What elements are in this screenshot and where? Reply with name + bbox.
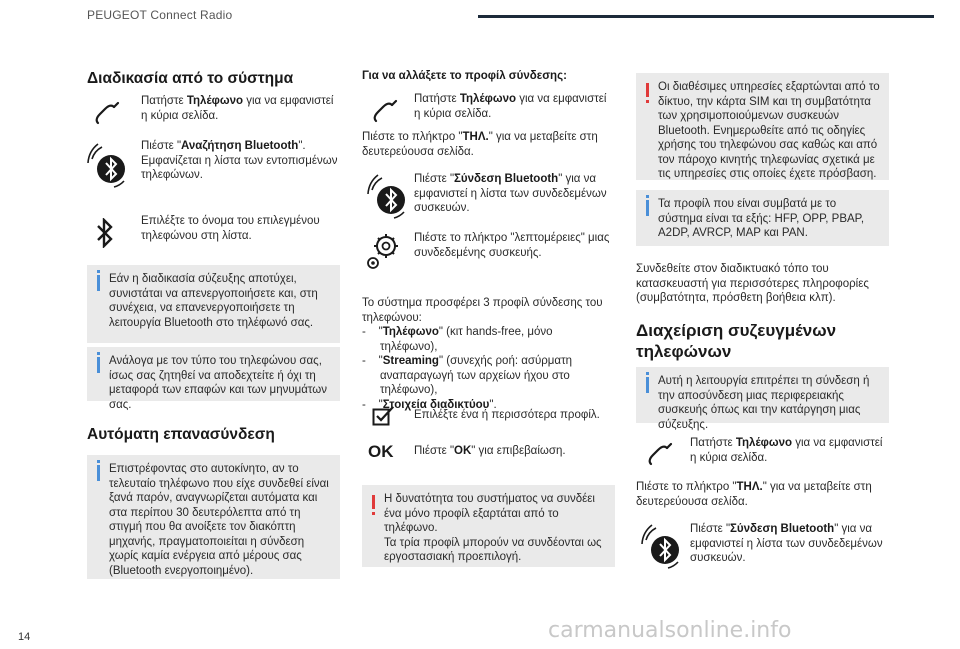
col3-press-tel: Πιέστε το πλήκτρο "ΤΗΛ." για να μεταβείτε στη δευτερεύουσα σελίδα. [636, 481, 872, 508]
warning-icon [646, 83, 649, 97]
col1-step2: Πιέστε "Αναζήτηση Bluetooth". Εμφανίζεται η λίστα των εντοπισμένων τηλεφώνων. [141, 140, 338, 181]
info-text: Αυτή η λειτουργία επιτρέπει τη σύνδεση ή την αποσύνδεση μιας περιφερειακής συσκευής όπως και την κατάργηση μιας σύζευξης. [658, 375, 870, 431]
warning-text: Η δυνατότητα του συστήματος να συνδέει ένα μόνο προφίλ εξαρτάται από το τηλέφωνο. [384, 493, 595, 534]
info-box-pairing-fail [87, 265, 340, 343]
info-text: Επιστρέφοντας στο αυτοκίνητο, αν το τελευταίο τηλέφωνο που είχε συνδεθεί είναι ξανά παρόν, αναγνωρίζεται αυτόματα και στα περίπου 30 δευτερόλεπτα από τη στιγμή που θα ανοίξετε τον διακόπτη μηχανής, πραγματοποιείται η σύνδεση χωρίς καμία ενέργεια από μέρους σας (Bluetooth ενεργοποιημένο). [109, 463, 329, 577]
info-icon [97, 275, 100, 291]
ok-text-icon: OK [368, 442, 394, 461]
info-icon [646, 200, 649, 216]
info-icon [646, 377, 649, 393]
watermark: carmanualsonline.info [548, 618, 792, 643]
profiles-list [362, 325, 612, 412]
checkbox-icon [372, 405, 396, 427]
info-icon [97, 465, 100, 481]
info-text: Ανάλογα με τον τύπο του τηλεφώνου σας, ίσως σας ζητηθεί να αποδεχτείτε ή όχι τη μεταφορά των επαφών και των μηνυμάτων σας. [109, 355, 328, 411]
list-item: - "Στοιχεία διαδικτύου". [362, 398, 497, 411]
col3-step1: Πατήστε Τηλέφωνο για να εμφανιστεί η κύρια σελίδα. [690, 437, 883, 464]
manage-title: Διαχείριση συζευγμένων τηλεφώνων [636, 321, 837, 361]
col2-press-tel: Πιέστε το πλήκτρο "ΤΗΛ." για να μεταβείτε στη δευτερεύουσα σελίδα. [362, 131, 598, 158]
list-item: - "Streaming" (συνεχής ροή: ασύρματη αναπαραγωγή των αρχείων ήχου στο τηλέφωνο), [362, 355, 573, 396]
phone-handset-icon [645, 438, 675, 468]
website-note: Συνδεθείτε στον διαδικτυακό τόπο του κατασκευαστή για περισσότερες πληροφορίες (συμβατότητα, πρόσθετη βοήθεια κλπ). [636, 263, 869, 304]
profiles-intro: Το σύστημα προσφέρει 3 προφίλ σύνδεσης του τηλεφώνου: [362, 297, 603, 324]
info-box-profiles [636, 190, 889, 246]
warning-box-profile [362, 485, 615, 567]
page-number: 14 [18, 631, 31, 643]
col2-step-connection: Πιέστε "Σύνδεση Bluetooth" για να εμφανιστεί η λίστα των συνδεδεμένων συσκευών. [414, 173, 607, 214]
col2-select-profiles: Επιλέξτε ένα ή περισσότερα προφίλ. [414, 409, 600, 421]
warning-text-2: Τα τρία προφίλ μπορούν να συνδέονται ως εργοστασιακή προεπιλογή. [384, 536, 602, 563]
warning-box-services [636, 73, 889, 180]
warning-icon [372, 495, 375, 509]
gears-icon [364, 230, 404, 272]
info-text: Τα προφίλ που είναι συμβατά με το σύστημα είναι τα εξής: HFP, OPP, PBAP, A2DP, AVRCP, MAP και PAN. [658, 198, 865, 239]
phone-handset-icon [370, 95, 400, 125]
header-title: PEUGEOT Connect Radio [87, 8, 233, 22]
info-text: Εάν η διαδικασία σύζευξης αποτύχει, συνιστάται να απενεργοποιήσετε και, στη συνέχεια, να επανενεργοποιήσετε τη λειτουργία Bluetooth στο τηλέφωνό σας. [109, 273, 318, 329]
col2-step-details: Πιέστε το πλήκτρο "λεπτομέρειες" μιας συνδεδεμένης συσκευής. [414, 232, 610, 259]
info-icon [97, 357, 100, 373]
pairing-title: Διαδικασία από το σύστημα [87, 70, 294, 87]
bluetooth-icon [96, 218, 114, 248]
profile-title: Για να αλλάξετε το προφίλ σύνδεσης: [362, 70, 567, 82]
col1-step1: Πατήστε Τηλέφωνο για να εμφανιστεί η κύρια σελίδα. [141, 95, 334, 122]
auto-reconnect-title: Αυτόματη επανασύνδεση [87, 426, 275, 443]
warning-text: Οι διαθέσιμες υπηρεσίες εξαρτώνται από το δίκτυο, την κάρτα SIM και τη συμβατότητα των χρησιμοποιούμενων συσκευών Bluetooth. Ενημερωθείτε από τις οδηγίες χρήσης του τηλεφώνου σας καθώς και από τον πάροχο κινητής τηλεφωνίας σχετικά με τις υπηρεσίες στις οποίες έχετε πρόσβαση. [658, 81, 880, 180]
info-box-auto-reconnect [87, 455, 340, 579]
bluetooth-search-icon [638, 522, 688, 572]
info-box-manage [636, 367, 889, 431]
col3-step-connection: Πιέστε "Σύνδεση Bluetooth" για να εμφανιστεί η λίστα των συνδεδεμένων συσκευών. [690, 523, 883, 564]
bluetooth-search-icon [84, 141, 134, 191]
bluetooth-search-icon [364, 172, 414, 222]
list-item: - "Τηλέφωνο" (κιτ hands-free, μόνο τηλέφωνο), [362, 326, 553, 353]
phone-handset-icon [92, 97, 122, 127]
col2-step1: Πατήστε Τηλέφωνο για να εμφανιστεί η κύρια σελίδα. [414, 93, 607, 120]
col1-step3: Επιλέξτε το όνομα του επιλεγμένου τηλεφώνου στη λίστα. [141, 215, 320, 242]
col2-press-ok: Πιέστε "OK" για επιβεβαίωση. [414, 445, 566, 457]
info-box-contacts [87, 347, 340, 411]
header-rule [478, 15, 934, 18]
